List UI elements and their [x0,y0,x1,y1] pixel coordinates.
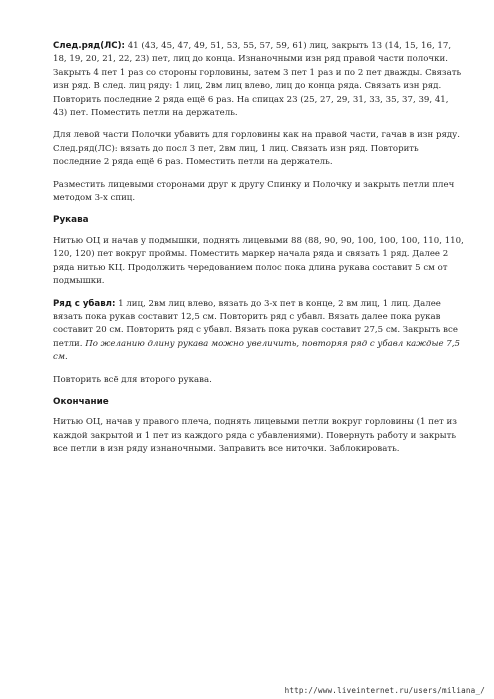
paragraph-sleeve-decrease [53,298,465,365]
row-label: Ряд с убавл: [53,298,116,309]
paragraph-text: Нитью ОЦ, начав у правого плеча, поднять лицевыми петли вокруг горловины (1 пет из каждой закрытой и 1 пет из каждого ряда с убавлениями). Повернуть работу и закрыть все петли в изн ряду изнаночными. Заправить все ниточки. Заблокировать. [53,417,457,455]
paragraph-text: 1 лиц, 2вм лиц влево, вязать до 3-х пет в конце, 2 вм лиц, 1 лиц. Далее вязать пока рукав составит 12,5 см. Повторить ряд с убавл. Вязать далее пока рукав составит 20 см. Повторить ряд с убавл. Вязать пока рукав составит 27,5 см. Закрыть все петли. [53,298,458,349]
section-heading-sleeves: Рукава [53,215,89,226]
paragraph-text: Разместить лицевыми сторонами друг к другу Спинку и Полочку и закрыть петли плеч методом 3-х спиц. [53,179,455,204]
source-url[interactable]: http://www.liveinternet.ru/users/miliana_/ [284,686,485,695]
paragraph-second-sleeve [53,374,465,387]
paragraph-sleeve-pickup [53,235,465,289]
paragraph-text: 41 (43, 45, 47, 49, 51, 53, 55, 57, 59, 61) лиц, закрыть 13 (14, 15, 16, 17, 18, 19, 20, 21, 22, 23) пет, лиц до конца. Изнаночными изн ряд правой части полочки. Закрыть 4 пет 1 раз со стороны горловины, затем 3 пет 1 раз и по 2 пет дважды. Связать изн ряд. В след. лиц ряду: 1 лиц, 2вм лиц влево, лиц до конца ряда. Связать изн ряд. Повторить последние 2 ряда ещё 6 раз. На спицах 23 (25, 27, 29, 31, 33, 35, 37, 39, 41, 43) пет. Поместить петли на держатель. [53,41,462,119]
paragraph-front-right-neckline [53,40,465,120]
paragraph-finishing [53,416,465,456]
paragraph-front-left-neckline [53,129,465,169]
row-label: След.ряд(ЛС): [53,41,125,51]
section-heading-finishing: Окончание [53,396,109,407]
paragraph-shoulder-join [53,179,465,206]
italic-note: По желанию длину рукава можно увеличить, повторяя ряд с убавл каждые 7,5 см. [53,338,460,363]
paragraph-text: Нитью ОЦ и начав у подмышки, поднять лицевыми 88 (88, 90, 90, 100, 100, 100, 110, 110, 120, 120) пет вокруг проймы. Поместить маркер начала ряда и связать 1 ряд. Далее 2 ряда нитью КЦ. Продолжить чередованием полос пока длина рукава составит 5 см от подмышки. [53,235,464,287]
document-body [53,40,465,466]
paragraph-text: Для левой части Полочки убавить для горловины как на правой части, гачав в изн ряду. След.ряд(ЛС): вязать до посл 3 пет, 2вм лиц, 1 лиц. Связать изн ряд. Повторить последние 2 ряда ещё 6 раз. Поместить петли на держатель. [53,130,460,168]
paragraph-text: Повторить всё для второго рукава. [53,374,212,385]
